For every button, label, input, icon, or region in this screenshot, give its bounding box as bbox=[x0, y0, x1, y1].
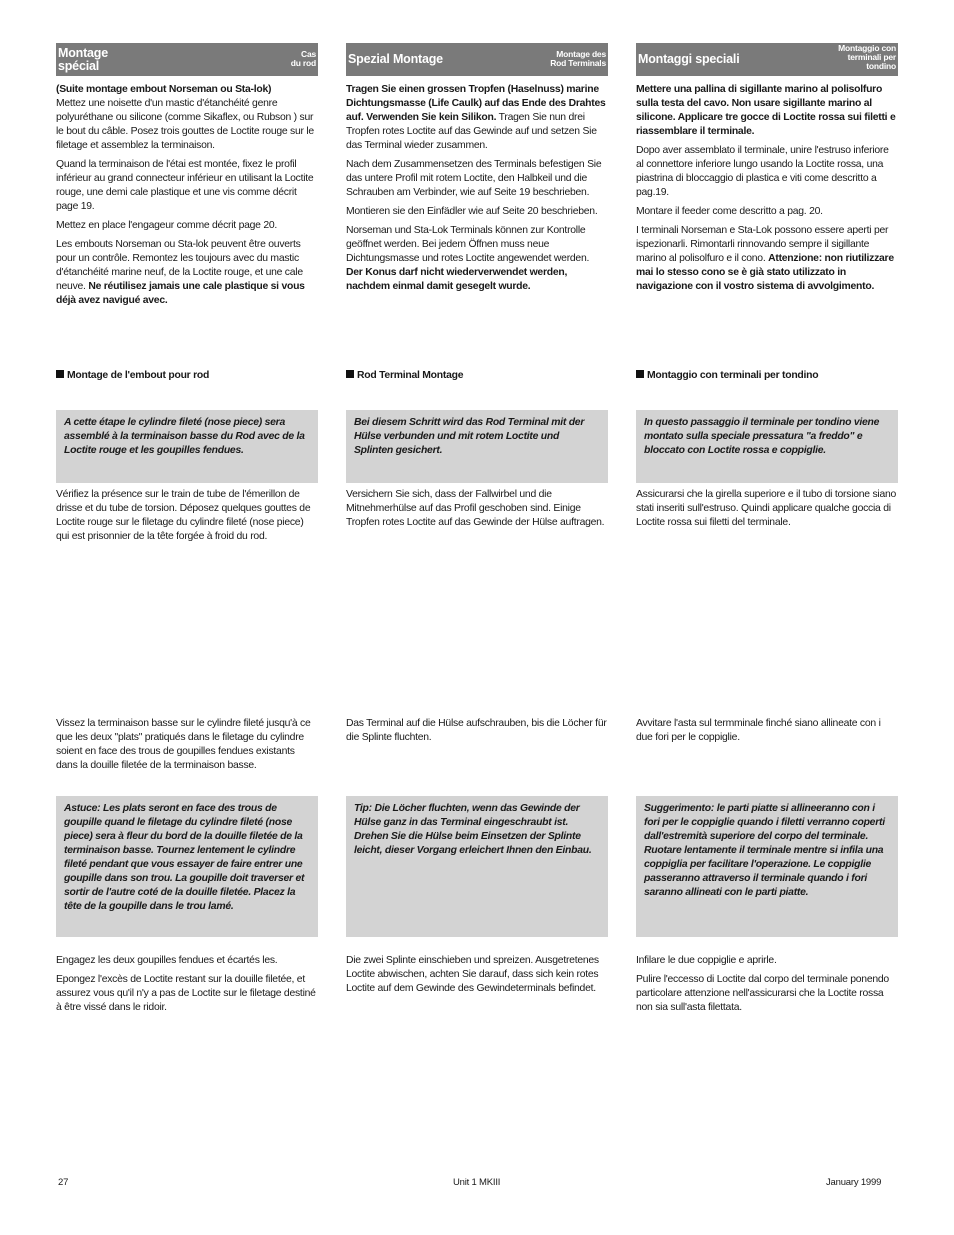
header-title-it: Montaggi speciali bbox=[638, 52, 740, 66]
section-title-text: Montaggio con terminali per tondino bbox=[647, 370, 819, 381]
header-subtitle-it bbox=[838, 44, 896, 71]
paragraph: Quand la terminaison de l'étai est montée, fixez le profil inférieur au grand connecteur inférieur en utilisant la Loctite rouge, une demi cale plastique et une vis comme décrit page 19. bbox=[56, 159, 314, 212]
text-span: I terminali Norseman e Sta-Lok possono essere aperti per ispezionarli. Rimontarli rinnovando sempre il sigillante marino al polisolfuro e il cono. bbox=[636, 225, 889, 264]
paragraph: Mettez en place l'engageur comme décrit page 20. bbox=[56, 220, 278, 231]
step-fr bbox=[56, 954, 318, 1020]
intro-de bbox=[346, 83, 608, 299]
step-de bbox=[346, 954, 608, 1001]
tip-text: Tip: Die Löcher fluchten, wenn das Gewinde der Hülse ganz in das Terminal eingeschraubt ist. Drehen Sie die Hülse beim Einsetzen der Splinte leicht, dieser Vorgang erleichert Ihnen den Einbau. bbox=[354, 803, 592, 856]
paragraph bbox=[346, 224, 608, 294]
paragraph: Montieren sie den Einfädler wie auf Seite 20 beschrieben. bbox=[346, 206, 598, 217]
note-box-fr bbox=[56, 410, 318, 483]
text-span: Norseman und Sta-Lok Terminals können zur Kontrolle geöffnet werden. Bei jedem Öffnen muss neue Dichtungsmasse und rotes Loctite angewendet werden. bbox=[346, 225, 590, 264]
text-span: Tragen Sie nun drei Tropfen rotes Loctite auf das Gewinde auf und setzen Sie das Terminal wieder zusammen. bbox=[346, 112, 597, 151]
paragraph bbox=[346, 83, 608, 153]
page-number: 27 bbox=[58, 1177, 69, 1188]
header-sub-line1: Montaggio con bbox=[838, 43, 896, 53]
footer-date: January 1999 bbox=[826, 1177, 882, 1188]
tip-box-it bbox=[636, 796, 898, 937]
header-sub-line1: Cas bbox=[301, 49, 316, 59]
note-box-de bbox=[346, 410, 608, 483]
paragraph: Versichern Sie sich, dass der Fallwirbel und die Mitnehmerhülse auf das Profil geschoben sind. Einige Tropfen rotes Loctite auf das Gewinde der Hülse auftragen. bbox=[346, 489, 605, 528]
paragraph: Engagez les deux goupilles fendues et écartés les. bbox=[56, 955, 278, 966]
paragraph: Pulire l'eccesso di Loctite dal corpo del terminale ponendo particolare attenzione nell'assicurarsi che la Loctite rossa non sia sull'asta filettata. bbox=[636, 974, 889, 1013]
paragraph: Nach dem Zusammensetzen des Terminals befestigen Sie das untere Profil mit rotem Loctite, den Halbkeil und die Schrauben am Verbinder, wie auf Seite 19 beschrieben. bbox=[346, 159, 602, 198]
step-it bbox=[636, 717, 898, 750]
section-title-de bbox=[346, 369, 608, 383]
square-bullet-icon bbox=[636, 370, 644, 378]
paragraph: Avvitare l'asta sul termminale finché siano allineate con i due fori per le coppiglie. bbox=[636, 718, 881, 743]
note-text: In questo passaggio il terminale per tondino viene montato sulla speciale pressatura "a freddo" e bloccato con Loctite rossa e coppiglie. bbox=[644, 417, 880, 456]
header-subtitle-de bbox=[550, 50, 606, 68]
header-sub-line2: du rod bbox=[290, 58, 316, 68]
header-title-fr bbox=[58, 47, 108, 73]
note-text: A cette étape le cylindre fileté (nose piece) sera assemblé à la terminaison basse du Rod avec de la Loctite rouge et les goupilles fendues. bbox=[64, 417, 305, 456]
header-sub-line1: Montage des bbox=[556, 49, 606, 59]
section-title-it bbox=[636, 369, 898, 383]
intro-it bbox=[636, 83, 898, 299]
step-fr bbox=[56, 488, 318, 549]
tip-box-de bbox=[346, 796, 608, 937]
header-sub-line3: tondino bbox=[866, 61, 896, 71]
square-bullet-icon bbox=[346, 370, 354, 378]
intro-heading: (Suite montage embout Norseman ou Sta-lok) bbox=[56, 84, 272, 95]
paragraph: Infilare le due coppiglie e aprirle. bbox=[636, 955, 777, 966]
paragraph: Vérifiez la présence sur le train de tube de l'émerillon de drisse et du tube de torsion. Déposez quelques gouttes de Loctite rouge sur le filetage du cylindre fileté (nose piece) qui est prisonnier de la tête forgée à froid du rod. bbox=[56, 489, 311, 542]
paragraph: Das Terminal auf die Hülse aufschrauben, bis die Löcher für die Splinte fluchten. bbox=[346, 718, 607, 743]
header-title-de: Spezial Montage bbox=[348, 52, 443, 66]
note-text: Bei diesem Schritt wird das Rod Terminal mit der Hülse verbunden und mit rotem Loctite und Splinten gesichert. bbox=[354, 417, 585, 456]
step-de bbox=[346, 717, 608, 750]
paragraph: Die zwei Splinte einschieben und spreizen. Ausgetretenes Loctite abwischen, achten Sie darauf, dass sich kein rotes Loctite auf dem Gewinde des Gewindeterminals befindet. bbox=[346, 955, 599, 994]
header-subtitle-fr bbox=[291, 50, 316, 68]
note-box-it bbox=[636, 410, 898, 483]
warning-text: Ne réutilisez jamais une cale plastique si vous déjà avez navigué avec. bbox=[56, 281, 305, 306]
section-title-text: Rod Terminal Montage bbox=[357, 370, 464, 381]
header-bar-fr bbox=[56, 43, 318, 76]
intro-fr bbox=[56, 83, 318, 313]
header-title-line2: spécial bbox=[58, 59, 99, 73]
paragraph: Montare il feeder come descritto a pag. 20. bbox=[636, 206, 823, 217]
paragraph: Epongez l'excès de Loctite restant sur la douille filetée, et assurez vous qu'il n'y a pas de Loctite sur le filetage destiné à être vissé dans le ridoir. bbox=[56, 974, 316, 1013]
warning-text: Attenzione: non riutilizzare mai lo stesso cono se è già stato utilizzato in navigazione con il vostro sistema di avvolgimento. bbox=[636, 253, 894, 292]
emphasis-text: Mettere una pallina di sigillante marino al polisolfuro sulla testa del cavo. Non usare sigillante marino al silicone. Applicare tre gocce di Loctite rossa sui filetti e riassemblare il terminale. bbox=[636, 84, 896, 137]
square-bullet-icon bbox=[56, 370, 64, 378]
header-bar-it bbox=[636, 43, 898, 76]
paragraph: Mettez une noisette d'un mastic d'étanchéité genre polyuréthane ou silicone (comme Sikaflex, ou Rubson ) sur le bout du câble. Posez trois gouttes de Loctite rouge sur le filetage et assemblez la terminaison. bbox=[56, 98, 314, 151]
tip-text: Suggerimento: le parti piatte si allineeranno con i fori per le coppiglie quando i filetti verranno coperti dall'estremità superiore del corpo del terminale. Ruotare lentamente il terminale mentre si infila una coppiglia per facilitare l'operazione. Le coppiglie passeranno attraverso il terminale quando i fori saranno allineati con le parti piatte. bbox=[644, 803, 885, 898]
step-fr bbox=[56, 717, 318, 778]
header-sub-line2: Rod Terminals bbox=[550, 58, 606, 68]
tip-text: Astuce: Les plats seront en face des trous de goupille quand le filetage du cylindre fileté (nose piece) sera à fleur du bord de la douille filetée de la terminaison basse. Tournez lentement le cylindre fileté pendant que vous essayer de faire entrer une goupille dans son trou. La goupille doit traverser et sortir de l'autre coté de la douille filetée. Placez la tête de la goupille dans le trou lamé. bbox=[64, 803, 305, 912]
paragraph: Dopo aver assemblato il terminale, unire l'estruso inferiore al connettore inferiore lungo usando la Loctite rossa, una piastrina di bloccaggio di plastica e viti come descritto a pag.19. bbox=[636, 145, 889, 198]
warning-text: Der Konus darf nicht wiederverwendet werden, nachdem einmal damit gesegelt wurde. bbox=[346, 267, 568, 292]
tip-box-fr bbox=[56, 796, 318, 937]
paragraph bbox=[56, 238, 318, 308]
header-bar-de bbox=[346, 43, 608, 76]
section-title-fr bbox=[56, 369, 318, 383]
step-de bbox=[346, 488, 608, 535]
footer-unit: Unit 1 MKIII bbox=[453, 1177, 501, 1188]
header-sub-line2: terminali per bbox=[847, 52, 896, 62]
paragraph: Vissez la terminaison basse sur le cylindre fileté jusqu'à ce que les deux "plats" pratiqués dans le filetage du cylindre soient en face des trous de goupilles fendues existants dans la douille filetée de la terminaison basse. bbox=[56, 718, 311, 771]
text-span: Les embouts Norseman ou Sta-lok peuvent être ouverts pour un contrôle. Remontez les toujours avec du mastic d'étanchéité marine neuf, de la Loctite rouge, et une cale neuve. bbox=[56, 239, 303, 292]
step-it bbox=[636, 954, 898, 1020]
section-title-text: Montage de l'embout pour rod bbox=[67, 370, 210, 381]
emphasis-text: Tragen Sie einen grossen Tropfen (Haselnuss) marine Dichtungsmasse (Life Caulk) auf das Ende des Drahtes auf. Verwenden Sie kein Silikon. bbox=[346, 84, 606, 123]
paragraph: Assicurarsi che la girella superiore e il tubo di torsione siano stati inseriti sull'estruso. Quindi applicare qualche goccia di Loctite rossa sui filetti del terminale. bbox=[636, 489, 897, 528]
step-it bbox=[636, 488, 898, 535]
header-title-line1: Montage bbox=[58, 46, 108, 60]
paragraph bbox=[636, 224, 898, 294]
